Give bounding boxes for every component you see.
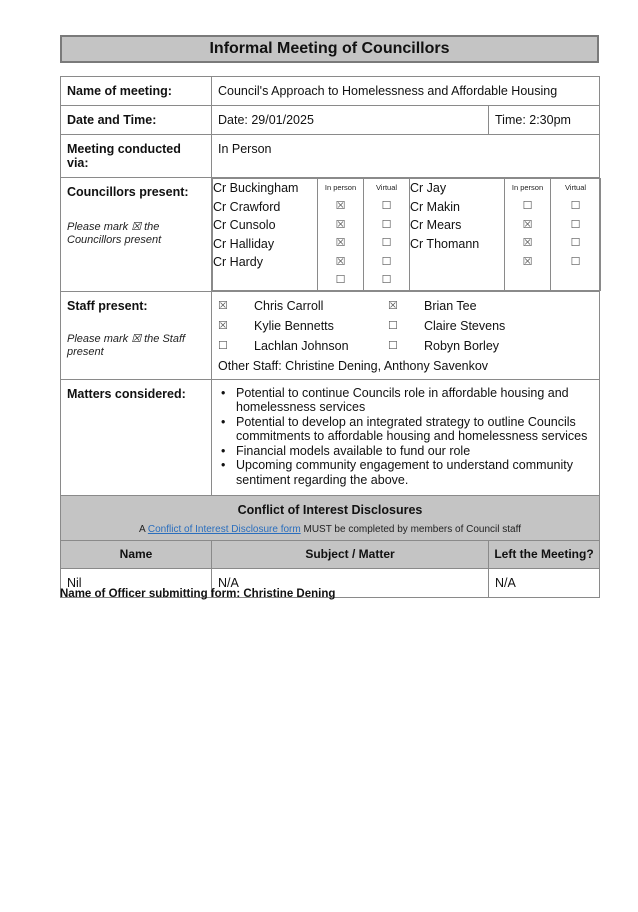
matter-item: • Potential to develop an integrated strategy to outline Councils commitments to affordable housing and homelessness services [218,415,593,444]
matters-list [212,380,599,492]
coi-cell-name: Nil [61,568,212,597]
meeting-form-table [60,76,600,598]
checkbox-virtual[interactable]: ☐ [381,237,392,249]
staff-list [212,291,600,379]
councillors-grid-cell [212,178,600,292]
staff-name: Brian Tee [424,298,477,313]
submitting-officer: Name of Officer submitting form: Christine Dening [60,588,336,600]
checkbox-virtual[interactable]: ☐ [381,274,392,286]
staff-name: Chris Carroll [254,298,324,313]
staff-row [218,296,593,316]
coi-header-subject: Subject / Matter [212,540,489,568]
virtual-header: Virtual [375,183,398,192]
coi-cell-left: N/A [489,568,600,597]
coi-sub-suffix: MUST be completed by members of Council staff [300,523,521,535]
coi-form-link[interactable]: Conflict of Interest Disclosure form [147,523,301,535]
councillor-name: Cr Makin [410,199,461,214]
staff-checkbox[interactable]: ☒ [218,300,228,312]
councillor-name: Cr Buckingham [213,181,299,195]
matter-item: • Potential to continue Councils role in affordable housing and homelessness services [218,386,593,415]
councillor-name: Cr Thomann [410,236,480,251]
councillor-name: Cr Jay [410,181,447,195]
councillors-grid [212,178,601,291]
staff-hint: Please mark ☒ the Staff present [67,332,186,358]
councillor-name: Cr Cunsolo [213,218,276,232]
staff-checkbox[interactable]: ☐ [388,320,398,332]
col-virtual-right [551,179,601,291]
staff-name: Claire Stevens [424,318,506,333]
row-conducted-via [61,135,600,178]
in-person-header: In person [511,183,544,192]
form-title: Informal Meeting of Councillors [60,35,599,63]
coi-title: Conflict of Interest Disclosures [237,502,423,517]
col-in-person-right [505,179,551,291]
virtual-header: Virtual [564,183,587,192]
staff-name: Lachlan Johnson [254,338,349,353]
row-coi-header [61,495,600,540]
row-matters [61,379,600,495]
date-value: Date: 29/01/2025 [212,106,489,135]
meeting-name-value: Council's Approach to Homelessness and Affordable Housing [212,77,600,106]
checkbox-in-person[interactable]: ☐ [335,274,346,286]
coi-cell-subject: N/A [212,568,489,597]
councillor-name: Cr Hardy [213,255,264,269]
checkbox-in-person[interactable]: ☒ [335,237,346,249]
date-time-label: Date and Time: [61,106,212,135]
councillors-left-names [213,179,318,291]
matter-item: • Financial models available to fund our role [218,444,593,459]
coi-column-headers [61,540,600,568]
councillors-label-cell [61,178,212,292]
time-value: Time: 2:30pm [489,106,600,135]
matters-label: Matters considered: [61,379,212,495]
councillors-hint: Please mark ☒ the Councillors present [67,221,162,246]
staff-name: Robyn Borley [424,338,500,353]
staff-checkbox[interactable]: ☐ [388,340,398,352]
staff-label-cell [61,291,212,379]
conducted-via-value: In Person [212,135,600,178]
row-councillors [61,178,600,292]
matters-cell [212,379,600,495]
staff-checkbox[interactable]: ☐ [218,340,228,352]
meeting-name-label: Name of meeting: [61,77,212,106]
row-date-time [61,106,600,135]
row-staff [61,291,600,379]
coi-subtitle [65,524,595,535]
coi-header-left: Left the Meeting? [489,540,600,568]
checkbox-virtual[interactable]: ☐ [570,255,581,268]
checkbox-in-person[interactable]: ☒ [522,255,533,268]
checkbox-in-person[interactable]: ☒ [522,218,533,231]
col-virtual-left [364,179,410,291]
councillors-label: Councillors present: [67,185,189,199]
councillor-name: Cr Halliday [213,236,275,251]
other-staff: Other Staff: Christine Dening, Anthony Savenkov [218,358,489,373]
staff-checkbox[interactable]: ☒ [388,300,398,312]
staff-name: Kylie Bennetts [254,318,334,333]
checkbox-in-person[interactable]: ☐ [522,200,533,212]
col-in-person-left [318,179,364,291]
councillor-name: Cr Mears [410,218,462,232]
matter-item: • Upcoming community engagement to understand community sentiment regarding the above. [218,458,593,487]
staff-label: Staff present: [67,298,148,313]
in-person-header: In person [324,183,357,192]
staff-row [218,316,593,336]
checkbox-in-person[interactable]: ☒ [335,218,346,231]
staff-row [218,336,593,356]
coi-sub-prefix: A [138,523,148,535]
staff-checkbox[interactable]: ☒ [218,320,228,332]
checkbox-in-person[interactable]: ☒ [335,200,346,212]
row-meeting-name [61,77,600,106]
checkbox-virtual[interactable]: ☐ [570,218,581,231]
checkbox-virtual[interactable]: ☐ [570,200,581,212]
coi-header [61,495,600,540]
checkbox-virtual[interactable]: ☐ [381,218,392,231]
coi-header-name: Name [61,540,212,568]
checkbox-in-person[interactable]: ☒ [522,237,533,249]
checkbox-virtual[interactable]: ☐ [381,200,392,212]
councillors-right-names [410,179,505,291]
checkbox-virtual[interactable]: ☐ [381,255,392,268]
checkbox-in-person[interactable]: ☒ [335,255,346,268]
councillor-name: Cr Crawford [213,199,281,214]
checkbox-virtual[interactable]: ☐ [570,237,581,249]
conducted-via-label: Meeting conducted via: [61,135,212,178]
